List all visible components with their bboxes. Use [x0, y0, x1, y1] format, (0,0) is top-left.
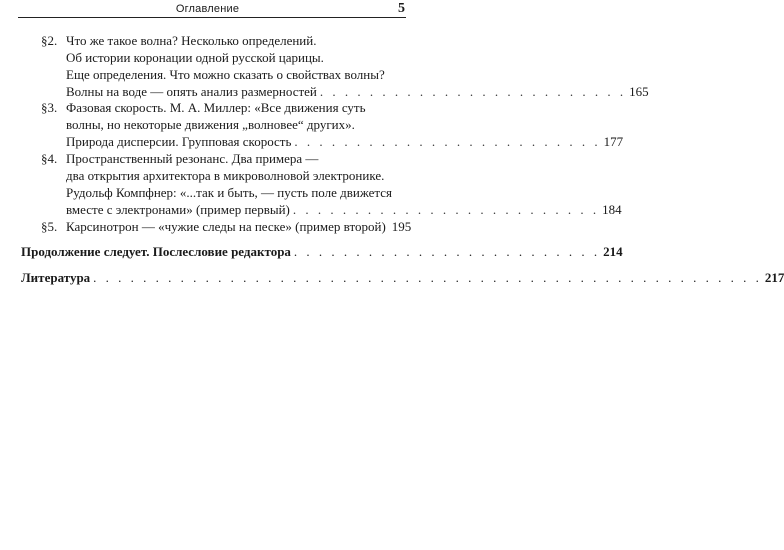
header-rule — [18, 17, 406, 18]
section-line: Фазовая скорость. М. А. Миллер: «Все движения суть — [66, 100, 366, 115]
leader-dots: . . . . . . . . . . . . . . . . . . . . . . . . . — [319, 84, 627, 99]
section-number: §4. — [41, 151, 58, 166]
section-line-with-page[interactable] — [66, 134, 624, 150]
page-ref: 165 — [629, 84, 649, 99]
section-number: §3. — [41, 100, 58, 115]
section-line: Природа дисперсии. Групповая скорость — [66, 134, 292, 149]
section-line: волны, но некоторые движения „волновее“ других». — [66, 117, 355, 132]
section-line-with-page[interactable] — [66, 84, 649, 100]
section-line: вместе с электронами» (пример первый) — [66, 202, 290, 217]
section-line-with-page[interactable] — [66, 202, 622, 218]
section-line: Карсинотрон — «чужие следы на песке» (пример второй) — [66, 219, 386, 234]
chapter-title: Продолжение следует. Послесловие редактора — [21, 244, 291, 259]
page-ref: 177 — [603, 134, 624, 149]
leader-dots: . . . . . . . . . . . . . . . . . . . . . . . . . — [293, 244, 601, 259]
section-line: Рудольф Компфнер: «...так и быть, — пусть поле движется — [66, 185, 393, 200]
chapter-title: Литература — [21, 270, 91, 285]
section-line: Что же такое волна? Несколько определений. — [66, 33, 317, 48]
section-line-with-page[interactable] — [66, 219, 412, 235]
section-line: Об истории коронации одной русской царицы. — [66, 50, 324, 65]
section-line: Еще определения. Что можно сказать о свойствах волны? — [66, 67, 385, 82]
page-ref: 195 — [391, 219, 412, 234]
toc-chapter-literature[interactable] — [21, 270, 784, 286]
section-number: §2. — [41, 33, 58, 48]
section-line: Волны на воде — опять анализ размерностей — [66, 84, 317, 99]
toc-chapter-afterword[interactable] — [21, 244, 623, 260]
page-ref: 217 — [764, 270, 784, 285]
leader-dots: . . . . . . . . . . . . . . . . . . . . . . . . . — [294, 134, 601, 149]
leader-dots: . . . . . . . . . . . . . . . . . . . . . . . . . . . . . . . . . . . . . . . . . . . . . . . . . . . . . . — [93, 270, 762, 285]
section-line: два открытия архитектора в микроволновой электронике. — [66, 168, 385, 183]
running-header — [0, 0, 415, 20]
leader-dots: . . . . . . . . . . . . . . . . . . . . . . . . . — [292, 202, 600, 217]
header-page-number: 5 — [398, 1, 405, 16]
section-line: Пространственный резонанс. Два примера — — [66, 151, 319, 166]
page-ref: 214 — [603, 244, 623, 259]
header-title: Оглавление — [175, 3, 240, 15]
page-ref: 184 — [602, 202, 622, 217]
section-number: §5. — [41, 219, 58, 234]
